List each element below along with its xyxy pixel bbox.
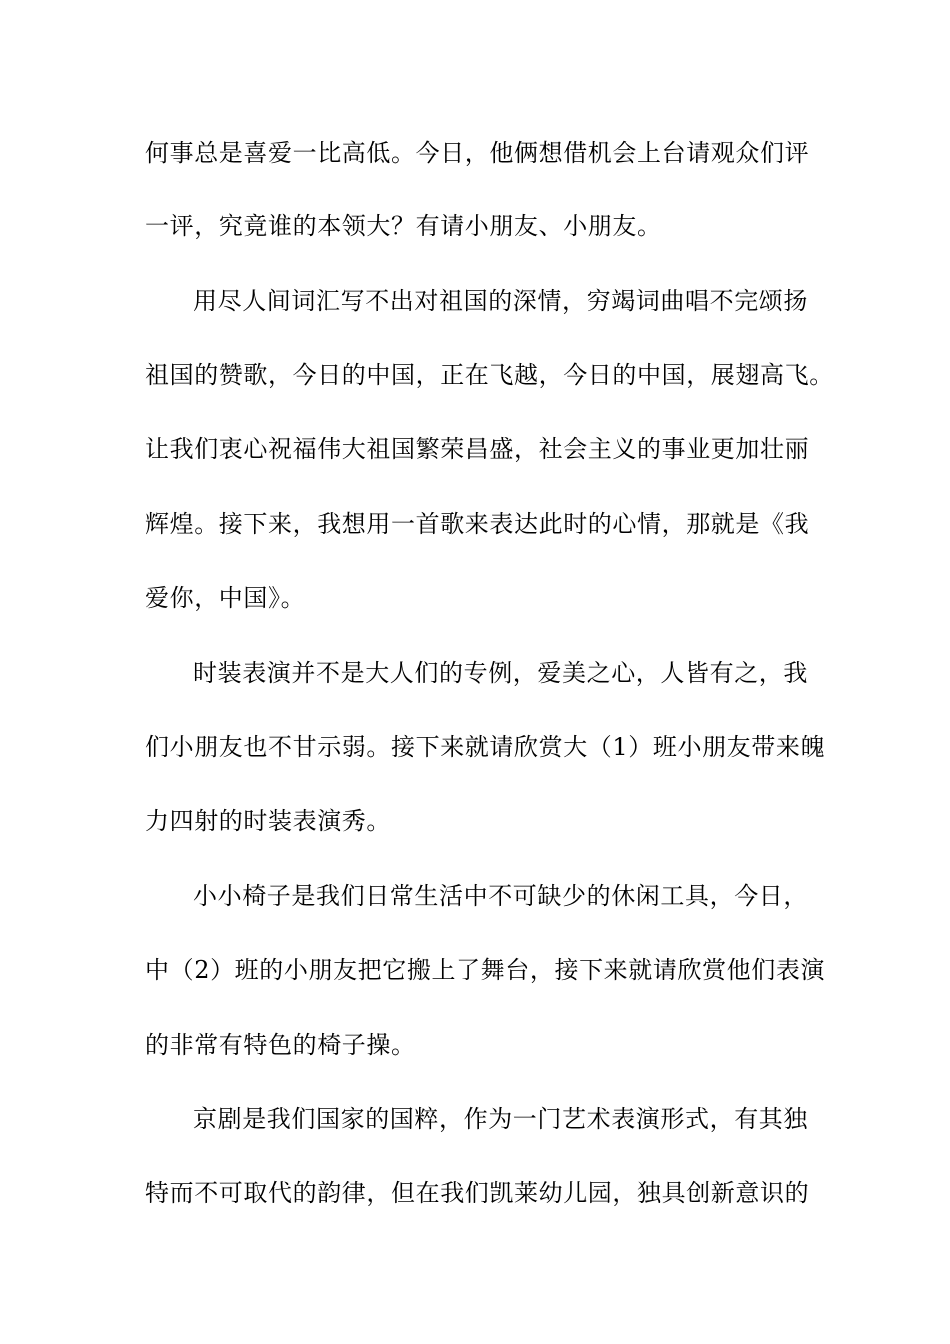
text-line: 中（2）班的小朋友把它搬上了舞台，接下来就请欣赏他们表演 — [145, 956, 826, 984]
paragraph-first-line: 小小椅子是我们日常生活中不可缺少的休闲工具，今日， — [193, 882, 808, 910]
paragraph-first-line: 用尽人间词汇写不出对祖国的深情，穷竭词曲唱不完颂扬 — [193, 287, 808, 315]
text-line: 让我们衷心祝福伟大祖国繁荣昌盛，社会主义的事业更加壮丽 — [145, 435, 810, 463]
paragraph-first-line: 时装表演并不是大人们的专例，爱美之心，人皆有之，我 — [193, 659, 808, 687]
text-line: 爱你，中国》。 — [145, 584, 306, 612]
text-line: 特而不可取代的韵律，但在我们凯莱幼儿园，独具创新意识的 — [145, 1179, 810, 1207]
text-line: 一评，究竟谁的本领大？有请小朋友、小朋友。 — [145, 212, 662, 240]
text-line: 力四射的时装表演秀。 — [145, 807, 391, 835]
text-line: 们小朋友也不甘示弱。接下来就请欣赏大（1）班小朋友带来魄 — [145, 733, 826, 761]
text-line: 辉煌。接下来，我想用一首歌来表达此时的心情，那就是《我 — [145, 510, 810, 538]
paragraph-first-line: 京剧是我们国家的国粹，作为一门艺术表演形式，有其独 — [193, 1105, 808, 1133]
text-line: 的非常有特色的椅子操。 — [145, 1031, 416, 1059]
text-line: 祖国的赞歌，今日的中国，正在飞越，今日的中国，展翅高飞。 — [145, 361, 834, 389]
text-line: 何事总是喜爱一比高低。今日，他俩想借机会上台请观众们评 — [145, 139, 810, 167]
